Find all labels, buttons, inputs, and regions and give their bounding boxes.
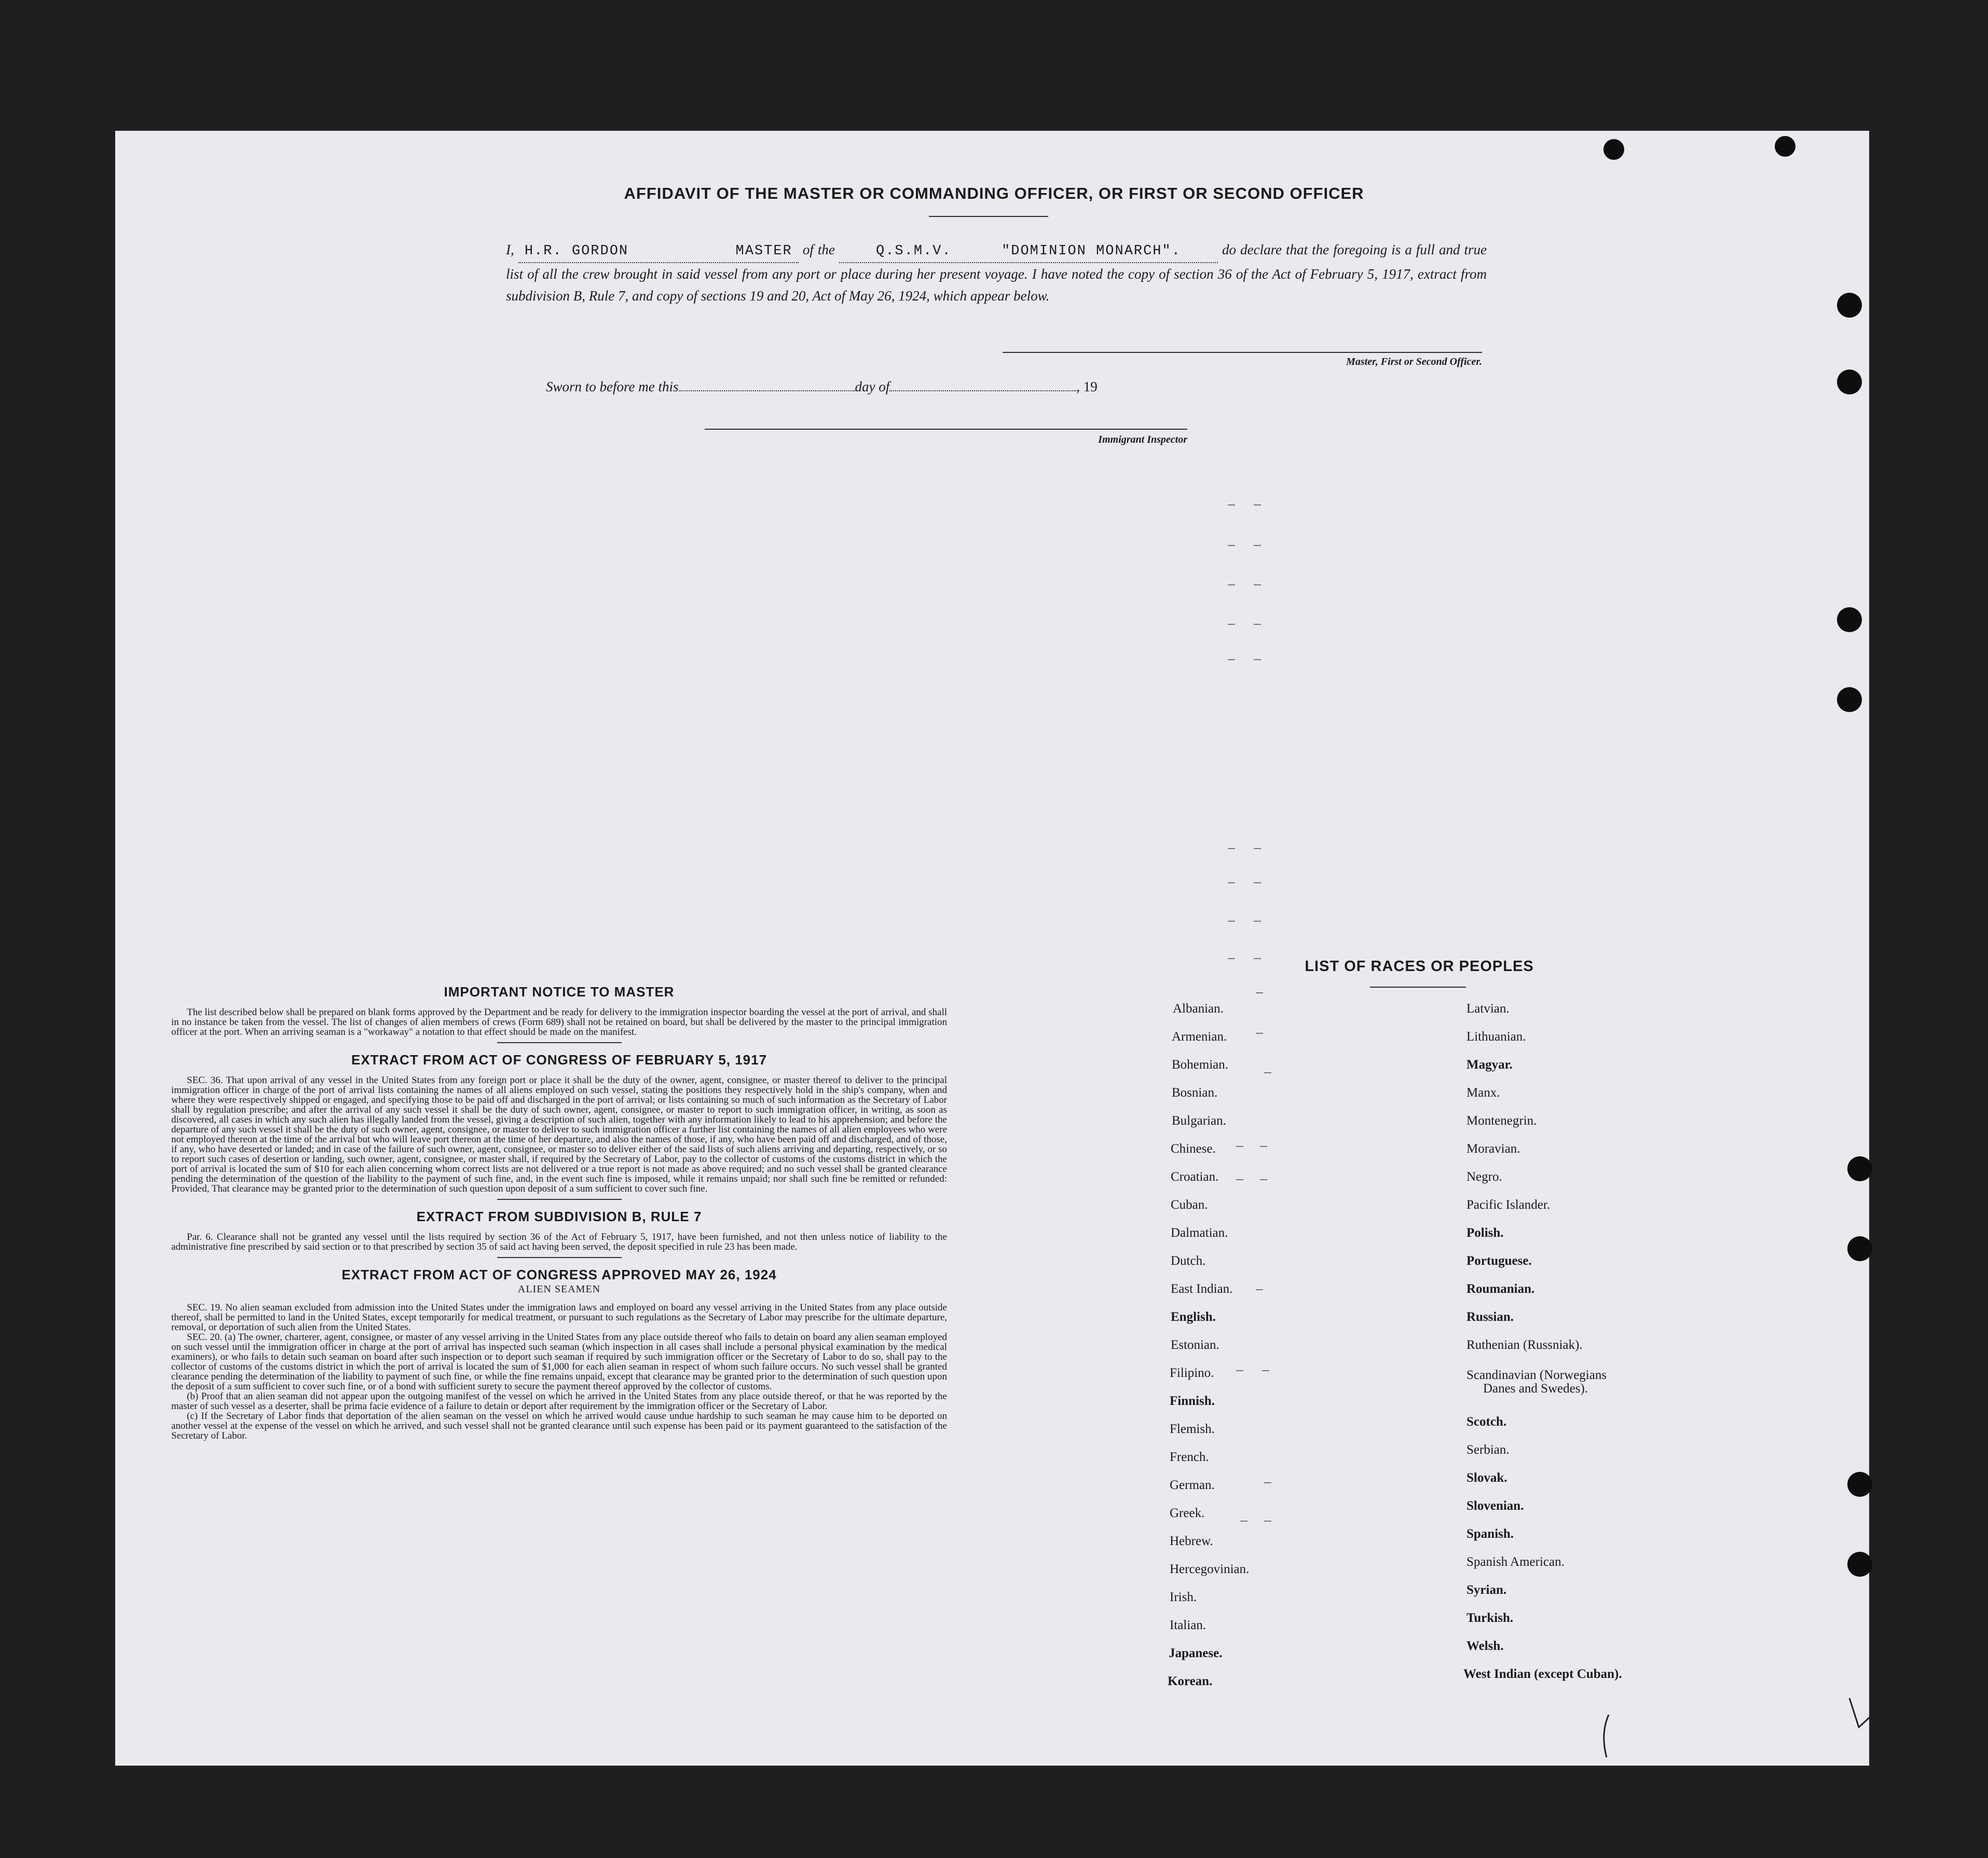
race-item: Magyar. xyxy=(1466,1058,1513,1072)
race-item: German. xyxy=(1170,1478,1215,1492)
race-item: Armenian. xyxy=(1172,1030,1227,1044)
extract-1917-text: SEC. 36. That upon arrival of any vessel in the United States from any foreign port or place it shall be the duty of the owner, agent, consignee, or master thereof to deliver to the principal immigration officer in charge of the port of arrival lists containing the names of all aliens employed on such vessel, stating the positions they respectively hold in the ship's company, when and where they were respectively shipped or engaged, and specifying those to be paid off and discharged in the port of arrival; or lists containing so much of such information as the Secretary of Labor shall by regulation prescribe; and after the arrival of any such vessel it shall be the duty of such owner, agent, consignee, or master to report to such immigration officer, in writing, as soon as discovered, all cases in which any such alien has illegally landed from the vessel, giving a description of such alien, together with any information likely to lead to his apprehension; and before the departure of any such vessel it shall be the duty of such owner, agent, consignee, or master to deliver to such immigration officer a further list containing the names of all alien employees who were not employed thereon at the time of the arrival but who will leave port thereon at the time of her departure, and also the names of those, if any, who have been paid off and discharged, and of those, if any, who have deserted or landed; and in case of the failure of such owner, agent, consignee, or master so to deliver either of the said lists of such aliens arriving and departing, respectively, or so to report such cases of desertion or landing, such owner, agent, consignee, or master shall, if required by the Secretary of Labor, pay to the collector of customs of the customs district in which the port of arrival is located the sum of $10 for each alien concerning whom correct lists are not delivered or a true report is not made as above required; and no such vessel shall be granted clearance pending the determination of the question of the liability to the payment of such fine, and, in the event such fine is imposed, while it remains unpaid; nor shall such fine be remitted or refunded: Provided, That clearance may be granted prior to the determination of such question upon deposit of a sum sufficient to cover such fine. xyxy=(171,1075,947,1194)
race-item: Latvian. xyxy=(1466,1002,1510,1016)
vessel-name: "DOMINION MONARCH". xyxy=(1002,243,1181,259)
race-item: Bulgarian. xyxy=(1172,1114,1226,1128)
officer-name: H.R. GORDON xyxy=(524,243,629,259)
inspector-label: Immigrant Inspector xyxy=(1098,434,1187,445)
vessel-prefix: Q.S.M.V. xyxy=(876,243,952,259)
race-item: Korean. xyxy=(1168,1674,1213,1688)
race-item: Greek. xyxy=(1170,1506,1205,1520)
race-item: East Indian. xyxy=(1171,1282,1233,1296)
race-item: Manx. xyxy=(1466,1086,1500,1100)
of-the-label: of the xyxy=(802,242,835,257)
race-item: Polish. xyxy=(1466,1226,1504,1240)
race-item: Dutch. xyxy=(1171,1254,1206,1268)
punch-hole xyxy=(1847,1236,1872,1261)
race-item: French. xyxy=(1170,1450,1209,1464)
race-item: Bosnian. xyxy=(1172,1086,1218,1100)
race-item: West Indian (except Cuban). xyxy=(1463,1667,1622,1681)
extract-1917-title: EXTRACT FROM ACT OF CONGRESS OF FEBRUARY 5, 1917 xyxy=(351,1052,767,1068)
race-item: Welsh. xyxy=(1466,1639,1504,1653)
race-item: Albanian. xyxy=(1173,1002,1224,1016)
race-item: Spanish American. xyxy=(1466,1555,1565,1569)
race-item: Roumanian. xyxy=(1466,1282,1535,1296)
races-title: LIST OF RACES OR PEOPLES xyxy=(1305,958,1534,975)
race-item: Estonian. xyxy=(1171,1338,1219,1352)
race-item: Serbian. xyxy=(1466,1443,1510,1457)
officer-fill xyxy=(518,240,799,263)
extract-1924-sec20b: (b) Proof that an alien seaman did not appear upon the outgoing manifest of the vessel on which he arrived in the United States from any place outside thereof, or that he was reported by the master of such vessel as a deserter, shall be prima facie evidence of a failure to detain or deport after requirement by the immigration officer or the Secretary of Labor. xyxy=(171,1391,947,1412)
race-item: Russian. xyxy=(1466,1310,1514,1324)
race-item: Negro. xyxy=(1466,1170,1502,1184)
legal-notices xyxy=(171,983,947,1441)
race-item: Italian. xyxy=(1170,1618,1206,1632)
notice-text: The list described below shall be prepared on blank forms approved by the Department and be ready for delivery to the immigration inspector boarding the vessel at the port of arrival, and shall in no instance be taken from the vessel. The list of changes of alien members of crews (Form 689) shall not be retained on board, but shall be delivered by the master to the principal immigration officer at the port. When an arriving seaman is a "workaway" a notation to that effect should be made on the manifest. xyxy=(171,1007,947,1037)
extract-1924-subtitle: ALIEN SEAMEN xyxy=(517,1283,601,1295)
race-item: Portuguese. xyxy=(1466,1254,1532,1268)
affidavit-body: that the foregoing is a full and true list of all the crew brought in said vessel from any port or place during her present voyage. I have noted the copy of section 36 of the Act of February 5, 1917, extract from subdivision B, Rule 7, and copy of sections 19 and 20, Act of May 26, 1924, which appear below. xyxy=(506,242,1487,304)
inspector-line xyxy=(705,429,1187,430)
races-title-rule xyxy=(1370,987,1466,988)
notice-title: IMPORTANT NOTICE TO MASTER xyxy=(444,984,675,1000)
race-item: Spanish. xyxy=(1466,1527,1514,1541)
punch-hole xyxy=(1847,1156,1872,1181)
punch-hole xyxy=(1603,139,1624,160)
race-item: Turkish. xyxy=(1466,1611,1514,1625)
day-of-label: day of xyxy=(855,379,890,394)
race-item: Slovenian. xyxy=(1466,1499,1524,1513)
race-item: Finnish. xyxy=(1170,1394,1215,1408)
race-item: Irish. xyxy=(1170,1590,1197,1604)
title-rule xyxy=(929,216,1048,217)
punch-hole xyxy=(1837,687,1862,712)
year-label: , 19 xyxy=(1076,379,1098,394)
punch-hole xyxy=(1847,1552,1872,1577)
race-item: Montenegrin. xyxy=(1466,1114,1537,1128)
race-item: Bohemian. xyxy=(1172,1058,1229,1072)
pencil-mark-icon xyxy=(1598,1713,1614,1759)
extract-1924-sec19: SEC. 19. No alien seaman excluded from admission into the United States under the immigration laws and employed on board any vessel arriving in the United States from any place outside thereof, shall be permitted to land in the United States, except temporarily for medical treatment, or pursuant to such regulations as the Secretary of Labor may prescribe for the ultimate departure, removal, or deportation of such alien from the United States. xyxy=(171,1302,947,1333)
document-page xyxy=(115,131,1869,1766)
extract-rule7-text: Par. 6. Clearance shall not be granted any vessel until the lists required by section 36 of the Act of February 5, 1917, have been furnished, and not then unless notice of liability to the administrative fine prescribed by said section or to that prescribed by section 35 of said act having been served, the deposit specified in rule 23 has been made. xyxy=(171,1232,947,1252)
sworn-label: Sworn to before me this xyxy=(546,379,679,394)
race-item: Hercegovinian. xyxy=(1170,1562,1250,1576)
punch-hole xyxy=(1837,607,1862,632)
race-item: English. xyxy=(1171,1310,1216,1324)
officer-rank: MASTER xyxy=(735,243,792,259)
extract-1924-sec20a: SEC. 20. (a) The owner, charterer, agent, consignee, or master of any vessel arriving in the United States from any place outside thereof who fails to detain on board any alien seaman employed on such vessel until the immigration officer in charge at the port of arrival has inspected such seaman (which inspection in all cases shall include a personal physical examination by the medical examiners), or who fails to detain such seaman on board after such inspection or to deport such seaman if required by such immigration officer or the Secretary of Labor to do so, shall pay to the collector of customs of the customs district in which the port of arrival is located the sum of $1,000 for each alien seaman in respect of whom such failure occurs. No such vessel shall be granted clearance pending the determination of the liability to payment of such fine, or while the fine remains unpaid, except that clearance may be granted prior to the determination of such question upon the deposit of a sum sufficient to cover such fine, or of a bond with sufficient surety to secure the payment thereof approved by the collector of customs. xyxy=(171,1332,947,1392)
race-item: Moravian. xyxy=(1466,1142,1520,1156)
signature-label: Master, First or Second Officer. xyxy=(1346,356,1482,367)
race-item: Slovak. xyxy=(1466,1471,1507,1485)
race-item: Flemish. xyxy=(1170,1422,1215,1436)
race-item: Syrian. xyxy=(1466,1583,1507,1597)
punch-hole xyxy=(1775,136,1795,157)
race-item: Scotch. xyxy=(1466,1415,1507,1429)
punch-hole xyxy=(1837,370,1862,394)
race-item-continued: Danes and Swedes). xyxy=(1483,1382,1588,1396)
punch-hole xyxy=(1837,293,1862,318)
extract-1924-title: EXTRACT FROM ACT OF CONGRESS APPROVED MAY 26, 1924 xyxy=(341,1267,777,1282)
affidavit-text xyxy=(506,239,1487,307)
extract-1924-sec20c: (c) If the Secretary of Labor finds that deportation of the alien seaman on the vessel on which he arrived would cause undue hardship to such seaman he may cause him to be deported on another vessel at the expense of the vessel on which he arrived, and such vessel shall not be granted clearance until such expense has been paid or its payment guaranteed to the satisfaction of the Secretary of Labor. xyxy=(171,1411,947,1441)
race-item: Lithuanian. xyxy=(1466,1030,1526,1044)
race-item: Scandinavian (Norwegians xyxy=(1466,1368,1607,1382)
vessel-fill xyxy=(839,240,1218,263)
affidavit-title: AFFIDAVIT OF THE MASTER OR COMMANDING OFFICER, OR FIRST OR SECOND OFFICER xyxy=(624,184,1364,202)
sworn-line xyxy=(546,379,1169,395)
signature-line xyxy=(1003,352,1482,353)
race-item: Japanese. xyxy=(1169,1646,1223,1660)
check-mark-icon xyxy=(1847,1696,1873,1732)
race-item: Hebrew. xyxy=(1170,1534,1213,1548)
race-item: Pacific Islander. xyxy=(1466,1198,1551,1212)
race-item: Ruthenian (Russniak). xyxy=(1466,1338,1583,1352)
race-item: Croatian. xyxy=(1171,1170,1219,1184)
race-item: Filipino. xyxy=(1170,1366,1214,1380)
extract-rule7-title: EXTRACT FROM SUBDIVISION B, RULE 7 xyxy=(416,1209,702,1224)
affidavit-intro: I, xyxy=(506,242,514,257)
race-item: Chinese. xyxy=(1171,1142,1216,1156)
race-item: Dalmatian. xyxy=(1171,1226,1228,1240)
punch-hole xyxy=(1847,1472,1872,1497)
declare-label: do declare xyxy=(1222,242,1282,257)
race-item: Cuban. xyxy=(1171,1198,1208,1212)
